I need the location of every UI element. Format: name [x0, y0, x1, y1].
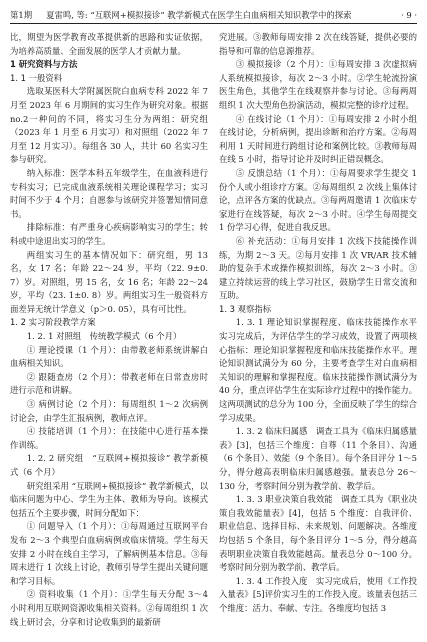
- subsection-heading: 1. 1 一般资料: [10, 72, 63, 83]
- left-column: [10, 31, 208, 629]
- paragraph: ① 问题导入（1 个月）：①每周通过互联网平台发布 2～3 个典型白血病病例或临床情境。学生每天安排 2 小时在线自主学习，了解病例基本信息。③每周末进行 1 次线上讨论，教师引导学生提出关键问题和学习目标。: [10, 521, 208, 586]
- paragraph: ④ 技能培训（1 个月）：在技能中心进行基本操作训练。: [10, 426, 208, 450]
- paragraph: 1. 3. 4 工作投入度 实习完成后，使用《工作投入量表》[5]评价实习生的工作投入度。该量表包括三个维度：活力、奉献、专注。各维度均包括 3: [219, 575, 417, 613]
- two-column-body: [10, 31, 426, 629]
- paragraph: ⑤ 反馈总结（1 个月）：①每周要求学生提交 1 份个人或小组诊疗方案。②每周组织 2 次线上集体讨论，点评各方案的优缺点。③每两周邀请 1 次临床专家进行在线答疑，每次 2～3 小时。④学生每周提交 1 份学习心得，促进自我反思。: [219, 167, 417, 233]
- paragraph: ③ 模拟接诊（2 个月）：①每周安排 3 次虚拟病人系统模拟接诊，每次 2～3 小时。②学生轮流扮演医生角色，其他学生在线观察并参与讨论。③每两周组织 1 次大型角色扮演活动，模拟完整的诊疗过程。: [219, 59, 417, 110]
- subsection-heading: 1. 3 观察指标: [219, 303, 272, 314]
- paragraph: 1. 3. 2 临床归属感 调查工具为《临床归属感量表》[3]，包括三个维度：自尊（11 个条目）、沟通（6 个条目）、效能（9 个条目）。每个条目评分 1～5 分，得分越高表明临床归属感越强。量表总分 26～130 分，考察时间分别为教学前、教学后。: [219, 426, 417, 491]
- paragraph: 究进展。③教师每周安排 2 次在线答疑，提供必要的指导和可靠的信息源推荐。: [219, 32, 417, 56]
- paragraph: 1. 3. 1 理论知识掌握程度、临床技能操作水平 实习完成后，为评估学生的学习成效，设置了两项核心指标：理论知识掌握程度和临床技能操作水平。理论知识测试满分为 60 分，主要考查学生对白血病相关知识的理解和掌握程度。临床技能操作测试满分为 40 分，重点评估学生在实际诊疗过程中的操作能力。这两项测试的总分为 100 分，全面反映了学生的综合学习成果。: [219, 317, 426, 423]
- paragraph: ③ 病例讨论（2 个月）：每周组织 1～2 次病例讨论会，由学生汇报病例，教师点评。: [10, 399, 208, 423]
- paragraph: 研究组采用 “互联网+模拟接诊” 教学新模式，以临床问题为中心、学生为主体、教师为导向。该模式包括五个主要步骤，时间分配如下：: [10, 480, 208, 518]
- paragraph: 排除标准：有严重身心疾病影响实习的学生；转科或中途退出实习的学生。: [10, 222, 208, 246]
- paragraph: 1. 2. 1 对照组 传统教学模式（6 个月）: [26, 331, 182, 342]
- paragraph: ① 理论授课（1 个月）：由带教老师系统讲解白血病相关知识。: [10, 344, 208, 369]
- paragraph: 比，期望为医学教育改革提供新的思路和实证依据，为培养高质量、全面发展的医学人才贡献力量。: [10, 32, 208, 56]
- running-header: [10, 0, 417, 24]
- page-number: · 9 ·: [401, 10, 417, 20]
- section-heading: 1 研究资料与方法: [10, 59, 78, 70]
- paragraph: 1. 2. 2 研究组 “互联网+模拟接诊” 教学新模式（6 个月）: [10, 453, 208, 477]
- paragraph: 选取某医科大学附属医院白血病专科 2022 年 7 月至 2023 年 6 月期间的实习生作为研究对象。根据no.2一种问的不同，将实习生分为两组：研究组（2023 年 1 月至 6 月实习）和对照组（2022 年 7 月至 12 月实习）。每组各 30 人，共计 60 名实习生参与研究。: [10, 86, 208, 165]
- running-title: 夏雷鸣, 等: “互联网+模拟接诊” 教学新模式在医学生白血病相关知识教学中的探索: [46, 10, 352, 20]
- paragraph: ⑥ 补充活动：①每月安排 1 次线下技能操作训练，为期 2～3 天。②每月安排 1 次 VR/AR 技术辅助的复杂手术或操作模拟训练，每次 2～3 小时。③建立持续运营的线上学习社区，鼓励学生日常交流和互助。: [219, 235, 417, 301]
- subsection-heading: 1. 2 实习阶段教学方案: [10, 317, 96, 328]
- paragraph: ④ 在线讨论（1 个月）：①每周安排 2 小时小组在线讨论，分析病例，提出诊断和治疗方案。②每周利用 1 天时间进行跨组讨论和案例比较。③教师每周在线 5 小时，指导讨论并及时纠正错误概念。: [219, 113, 417, 165]
- paragraph: ② 跟随查房（2 个月）：带教老师在日常查房时进行示范和讲解。: [10, 371, 208, 396]
- paragraph: 两组实习生的基本情况如下：研究组，男 13 名，女 17 名；年龄 22～24 岁，平均（22. 9±0. 7）岁。对照组，男 15 名，女 16 名；年龄 22～24 岁，平均（23. 1±0. 8）岁。两组实习生一般资料方面差异无统计学意义（p＞0. 05），具有可比性。: [10, 249, 208, 314]
- paragraph: 纳入标准：医学本科五年级学生，在血液科进行专科实习；已完成血液系统相关理论课程学习；实习时间不少于 4 个月；自愿参与该研究并签署知情同意书。: [10, 167, 208, 219]
- paragraph: ② 资料收集（1 个月）：①学生每天分配 3～4 小时利用互联网资源收集相关资料。②每周组织 1 次线上研讨会，分享和讨论收集到的最新研: [10, 589, 208, 627]
- right-column: [219, 31, 426, 629]
- issue-number: 第1期: [10, 10, 33, 20]
- paragraph: 1. 3. 3 职业决策自我效能 调查工具为《职业决策自我效能量表》[4]，包括 5 个维度：自我评价、职业信息、选择目标、未来规划、问题解决。各维度均包括 5 个条目，每个条目评分 1～5 分，得分越高表明职业决策自我效能越高。量表总分 0～100 分。考察时间分别为教学前、教学后。: [219, 494, 417, 573]
